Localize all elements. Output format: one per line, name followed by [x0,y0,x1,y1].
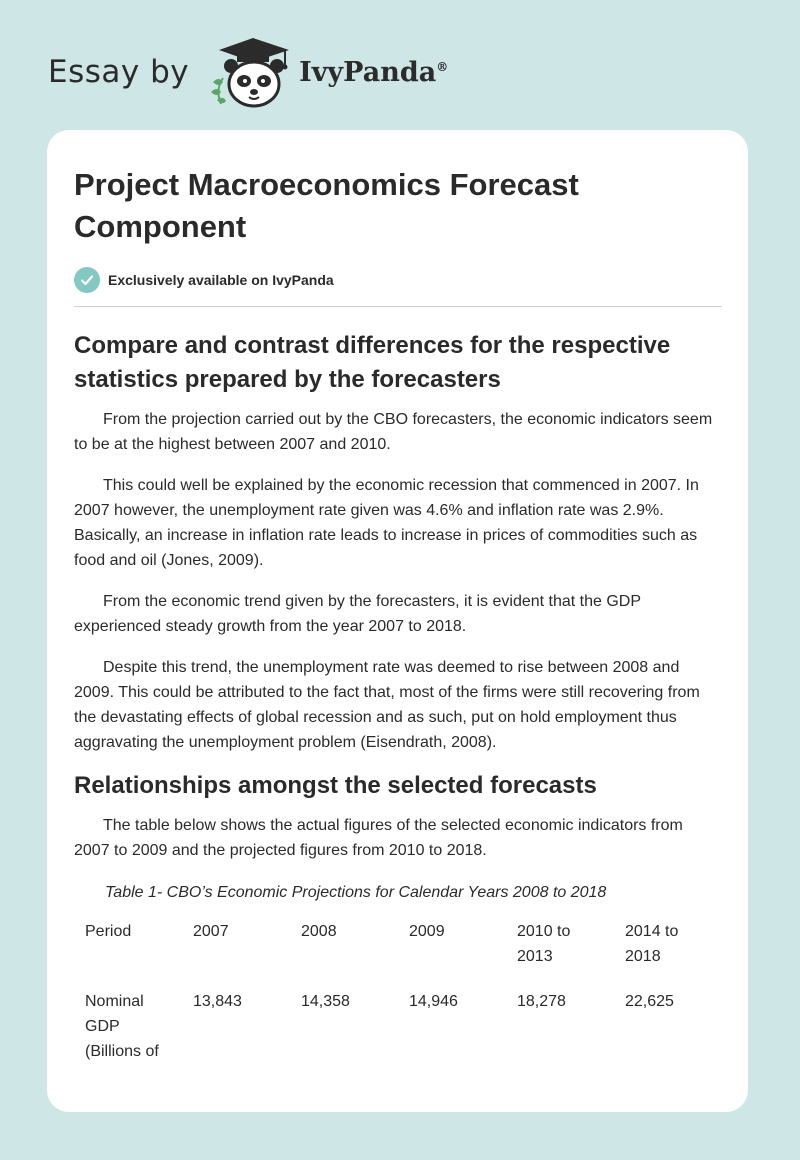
brand-header [48,34,508,110]
table-cell: 22,625 [625,993,674,1010]
article-content [47,130,748,1064]
paragraph: From the projection carried out by the CBO forecasters, the economic indicators seem to be at the highest between 2007 and 2010. [74,411,713,453]
registered-mark: ® [436,59,449,74]
exclusive-badge [74,267,722,293]
table-cell: Nominal GDP (Billions of [85,993,159,1060]
badge-text: Exclusively available on IvyPanda [108,272,334,288]
table-cell: 13,843 [193,993,242,1010]
table-cell: 14,358 [301,993,350,1010]
title-divider [74,306,722,307]
projections-table [74,915,722,1064]
page-title: Project Macroeconomics Forecast Component [74,167,579,244]
brand-prefix: Essay by [48,54,190,90]
table-header-row [74,915,722,985]
table-header-cell: 2010 to 2013 [517,923,571,965]
table-header-cell: Period [85,923,132,940]
table-header-cell: 2014 to 2018 [625,923,679,965]
panda-logo-icon [203,34,295,110]
table-cell: 14,946 [409,993,458,1010]
check-circle-icon [74,267,100,293]
table-header-cell: 2008 [301,923,337,940]
paragraph: From the economic trend given by the forecasters, it is evident that the GDP experienced steady growth from the year 2007 to 2018. [74,593,641,635]
paragraph: Despite this trend, the unemployment rate was deemed to rise between 2008 and 2009. This could be attributed to the fact that, most of the firms were still recovering from the devastating effects of global recession and as such, put on hold employment thus aggravating the unemployment problem (Eisendrath, 2008). [74,659,700,751]
article-card [47,130,748,1112]
table-header-cell: 2009 [409,923,445,940]
table-row [74,985,722,1064]
table-caption: Table 1- CBO’s Economic Projections for Calendar Years 2008 to 2018 [105,884,607,901]
table-cell: 18,278 [517,993,566,1010]
paragraph: This could well be explained by the economic recession that commenced in 2007. In 2007 however, the unemployment rate given was 4.6% and inflation rate was 2.9%. Basically, an increase in inflation rate leads to increase in prices of commodities such as food and oil (Jones, 2009). [74,477,699,569]
section-heading: Relationships amongst the selected forecasts [74,772,597,799]
paragraph: The table below shows the actual figures of the selected economic indicators from 2007 to 2009 and the projected figures from 2010 to 2018. [74,817,683,859]
brand-name [299,57,448,88]
table-header-cell: 2007 [193,923,229,940]
brand-name-text: IvyPanda [299,56,437,88]
section-heading: Compare and contrast differences for the respective statistics prepared by the forecasters [74,332,671,393]
